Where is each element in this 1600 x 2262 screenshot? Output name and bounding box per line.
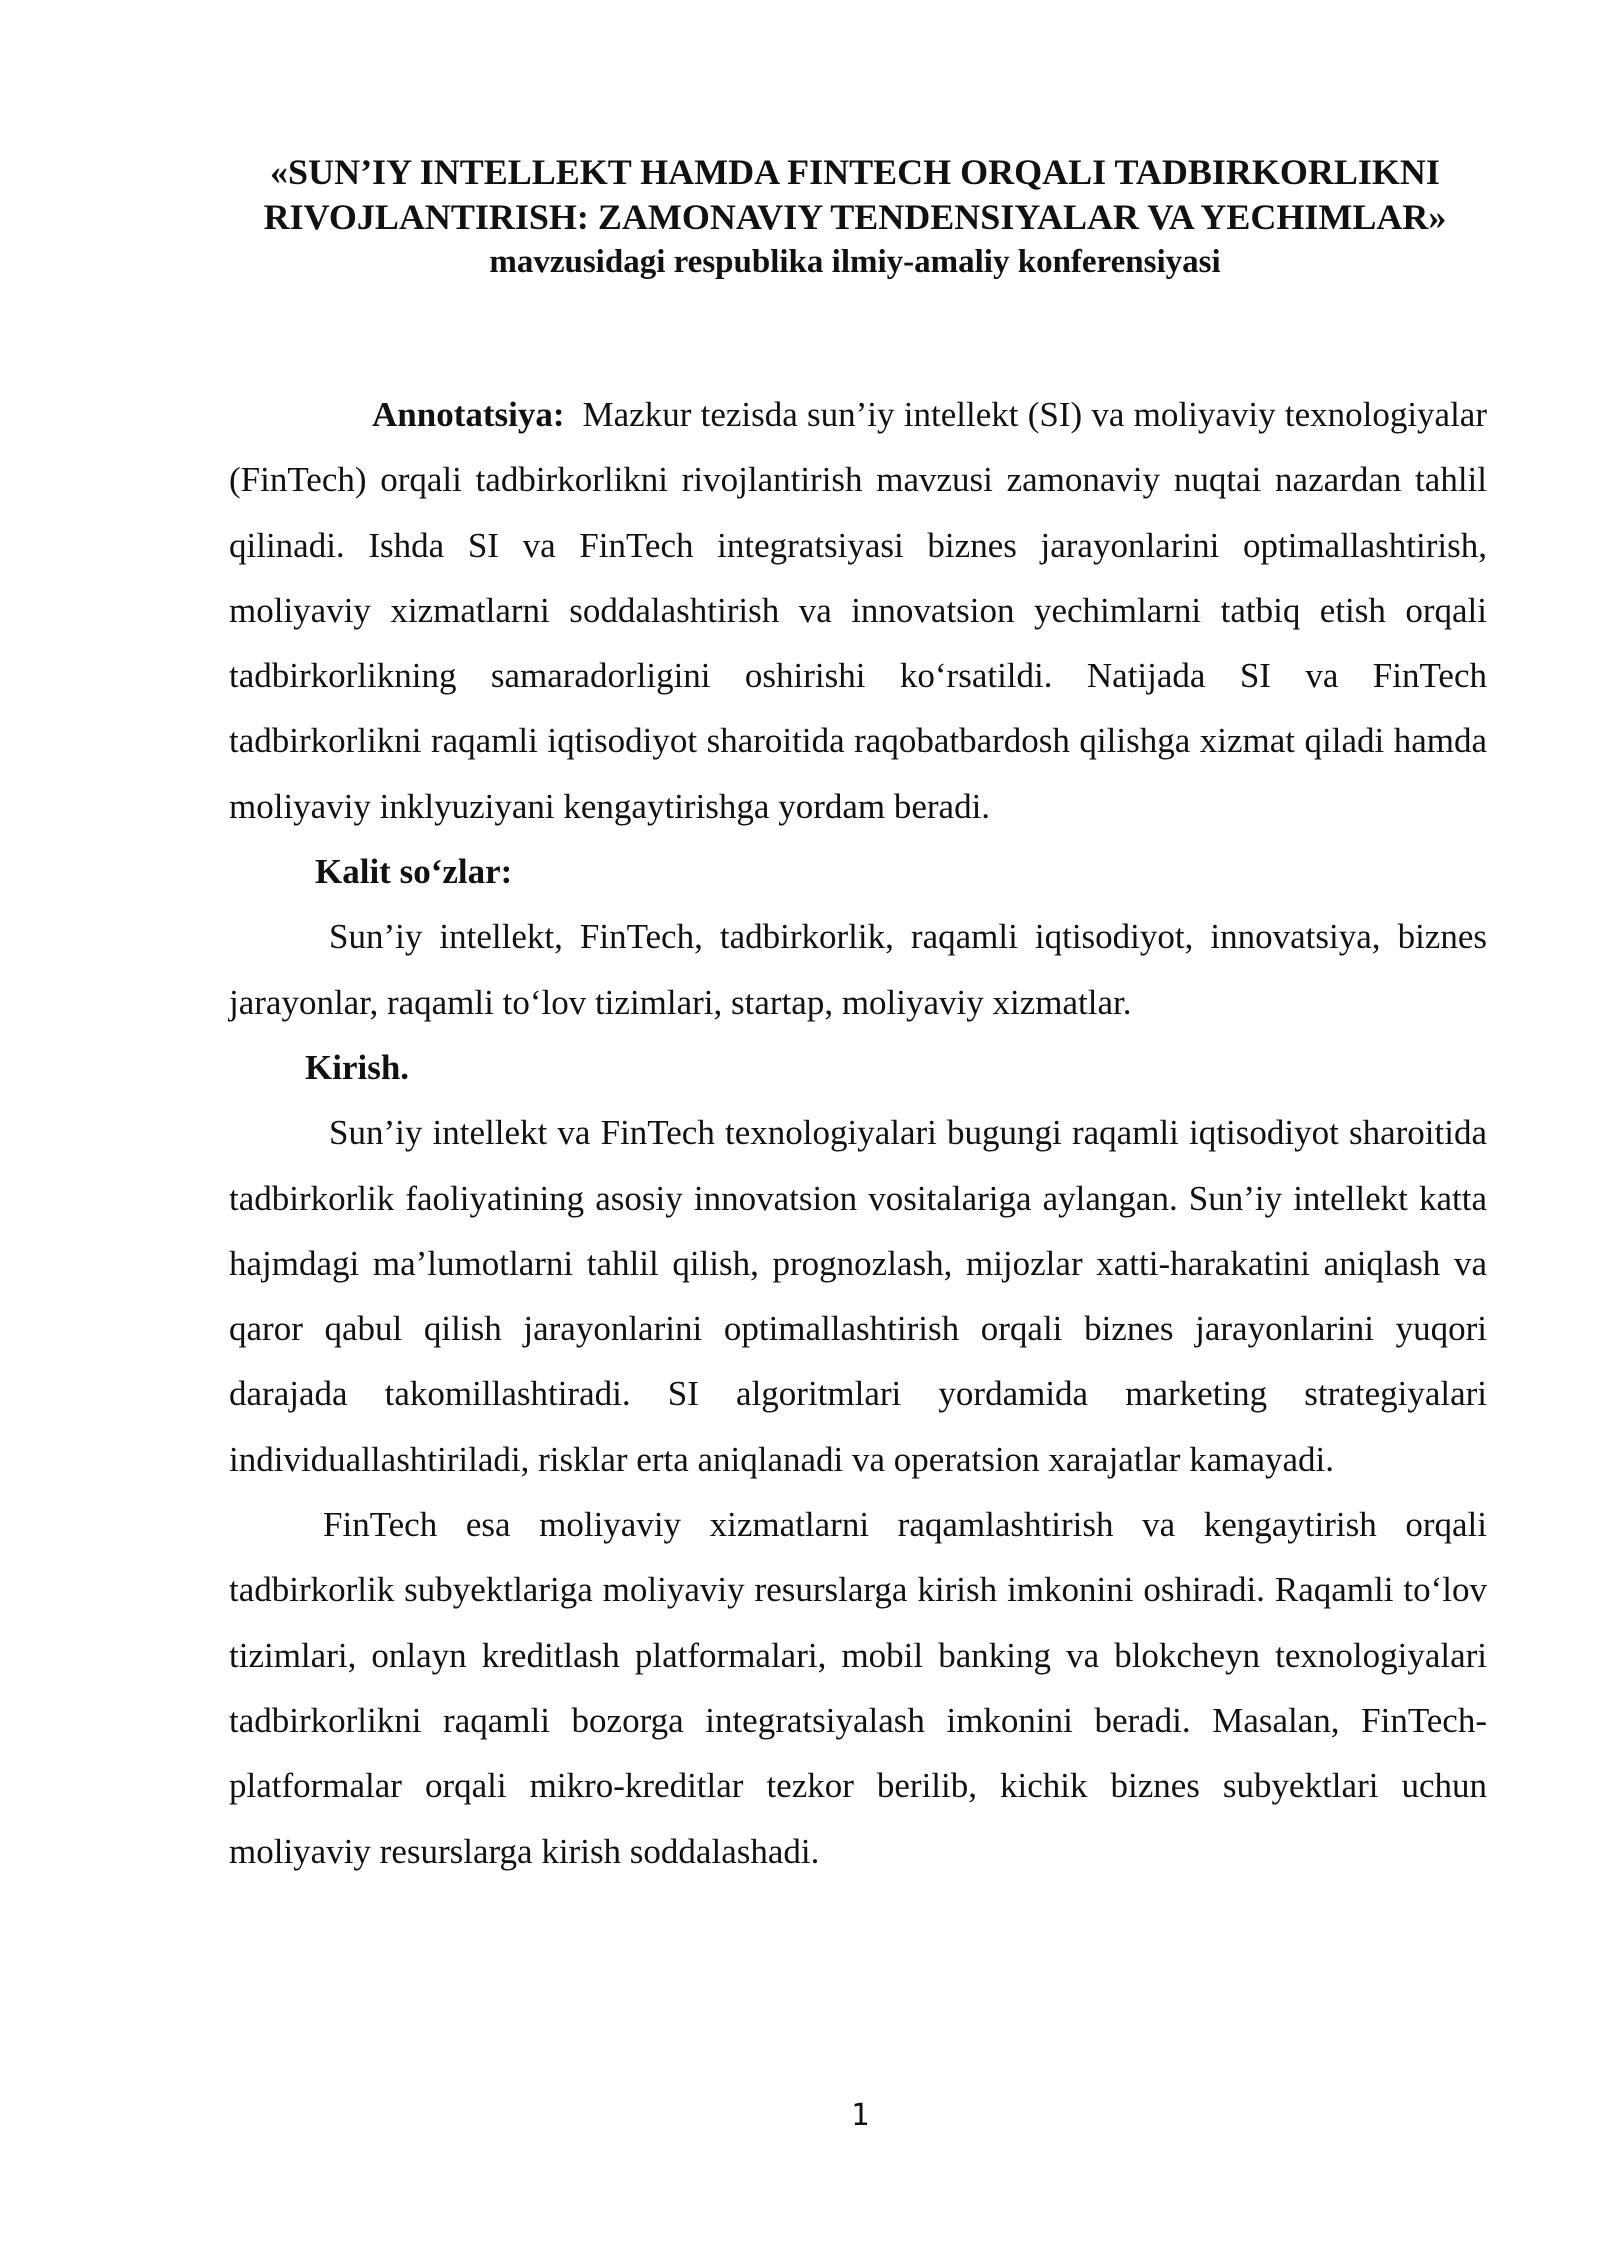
title-subtitle: mavzusidagi respublika ilmiy-amaliy konferensiyasi xyxy=(489,244,1221,280)
page-number: 1 xyxy=(850,2098,870,2133)
annotation-paragraph xyxy=(229,382,1487,839)
document-title xyxy=(180,150,1530,284)
title-line-1: «SUN’IY INTELLEKT HAMDA FINTECH ORQALI TADBIRKORLIKNI xyxy=(270,152,1440,192)
introduction-heading: Kirish. xyxy=(305,1047,410,1087)
keywords-text: Sun’iy intellekt, FinTech, tadbirkorlik, raqamli iqtisodiyot, innovatsiya, biznes jarayonlar, raqamli to‘lov tizimlari, startap, moliyaviy xizmatlar. xyxy=(229,917,1487,1022)
title-line-2: RIVOJLANTIRISH: ZAMONAVIY TENDENSIYALAR VA YECHIMLAR» xyxy=(263,197,1447,237)
introduction-paragraph-1: Sun’iy intellekt va FinTech texnologiyalari bugungi raqamli iqtisodiyot sharoitida tadbirkorlik faoliyatining asosiy innovatsion vositalariga aylangan. Sun’iy intellekt katta hajmdagi ma’lumotlarni tahlil qilish, prognozlash, mijozlar xatti-harakatini aniqlash va qaror qabul qilish jarayonlarini optimallashtirish orqali biznes jarayonlarini yuqori darajada takomillashtiradi. SI algoritmlari yordamida marketing strategiyalari individuallashtiriladi, risklar erta aniqlanadi va operatsion xarajatlar kamayadi. xyxy=(229,1113,1487,1479)
document-body xyxy=(229,382,1487,1884)
introduction-paragraph-2: FinTech esa moliyaviy xizmatlarni raqamlashtirish va kengaytirish orqali tadbirkorlik subyektlariga moliyaviy resurslarga kirish imkonini oshiradi. Raqamli to‘lov tizimlari, onlayn kreditlash platformalari, mobil banking va blokcheyn texnologiyalari tadbirkorlikni raqamli bozorga integratsiyalash imkonini beradi. Masalan, FinTech-platformalar orqali mikro-kreditlar tezkor berilib, kichik biznes subyektlari uchun moliyaviy resurslarga kirish soddalashadi. xyxy=(229,1505,1487,1871)
keywords-heading: Kalit so‘zlar: xyxy=(315,852,513,892)
annotation-label: Annotatsiya: xyxy=(372,395,565,434)
annotation-text: Mazkur tezisda sun’iy intellekt (SI) va moliyaviy texnologiyalar (FinTech) orqali tadbirkorlikni rivojlantirish mavzusi zamonaviy nuqtai nazardan tahlil qilinadi. Ishda SI va FinTech integratsiyasi biznes jarayonlarini optimallashtirish, moliyaviy xizmatlarni soddalashtirish va innovatsion yechimlarni tatbiq etish orqali tadbirkorlikning samaradorligini oshirishi ko‘rsatildi. Natijada SI va FinTech tadbirkorlikni raqamli iqtisodiyot sharoitida raqobatbardosh qilishga xizmat qiladi hamda moliyaviy inklyuziyani kengaytirishga yordam beradi. xyxy=(229,395,1487,826)
